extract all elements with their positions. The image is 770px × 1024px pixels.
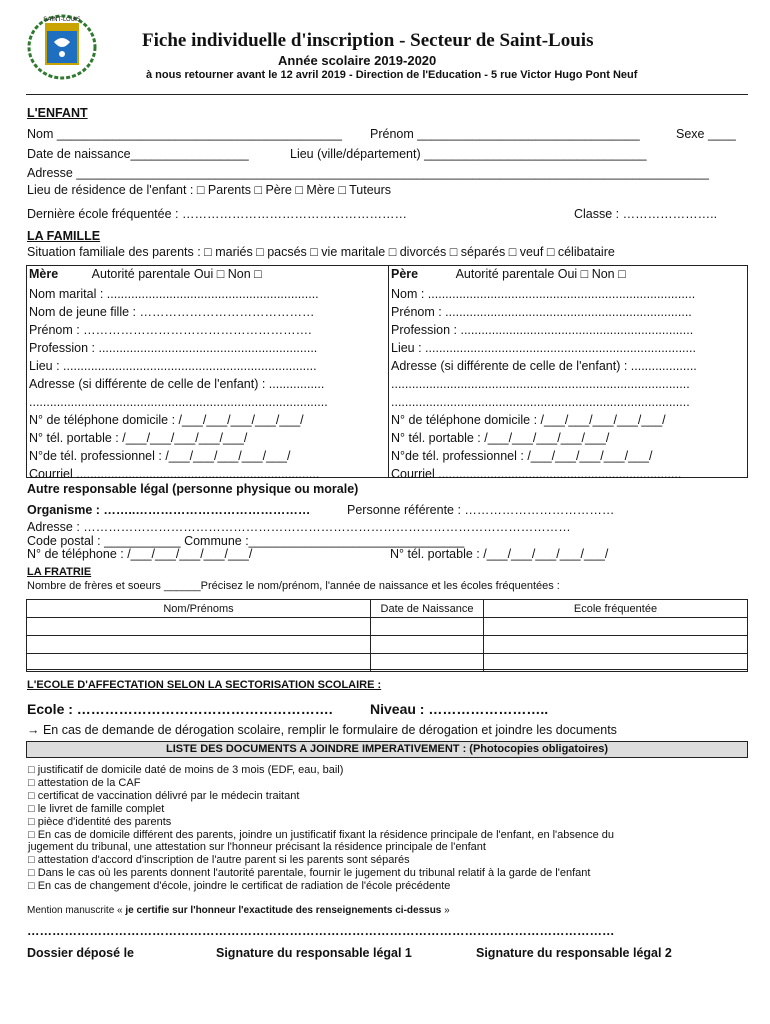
pere-lieu[interactable]: Lieu : ..............................................................................	[391, 341, 696, 355]
mere-label: Mère	[29, 267, 59, 281]
enfant-sexe-field[interactable]: Sexe ____	[676, 127, 736, 141]
document-item-accord[interactable]: □ attestation d'accord d'inscription de l'autre parent si les parents sont séparés	[28, 854, 410, 867]
logo-text: SAINT-LOUIS	[43, 16, 81, 23]
autre-referente-field[interactable]: Personne référente : ………………………………	[347, 503, 615, 517]
enfant-heading: L'ENFANT	[27, 106, 88, 120]
affectation-divider	[26, 669, 748, 670]
document-item-livret[interactable]: □ le livret de famille complet	[28, 802, 165, 815]
table-cell[interactable]	[27, 636, 371, 654]
table-cell[interactable]	[371, 618, 484, 636]
table-cell[interactable]	[371, 636, 484, 654]
mere-prenom[interactable]: Prénom : ……………………………………………….	[29, 323, 312, 337]
parents-box	[26, 265, 748, 481]
fratrie-intro[interactable]: Nombre de frères et soeurs ______Précisez le nom/prénom, l'année de naissance et les écoles fréquentées :	[27, 580, 560, 592]
autre-adresse-field[interactable]: Adresse : ………………………………………………………………………………………………………	[27, 520, 571, 534]
pere-tel-domicile[interactable]: N° de téléphone domicile : /___/___/___/___/___/	[391, 413, 666, 427]
pere-tel-pro[interactable]: N°de tél. professionnel : /___/___/___/___/___/	[391, 449, 653, 463]
mere-adresse-cont[interactable]: ......................................................................................	[29, 395, 328, 409]
pere-nom[interactable]: Nom : .............................................................................	[391, 287, 696, 301]
table-cell[interactable]	[484, 636, 748, 654]
mere-nom-jeune-fille[interactable]: Nom de jeune fille : ……………………………………	[29, 305, 315, 319]
fratrie-header-row	[27, 600, 748, 618]
col-nom-prenoms: Nom/Prénoms	[27, 600, 371, 618]
dossier-depose-label: Dossier déposé le	[27, 946, 134, 960]
documents-list	[28, 764, 614, 893]
pere-label: Père	[391, 267, 419, 281]
pere-adresse-cont[interactable]: ......................................................................................	[391, 377, 690, 391]
col-date-naissance: Date de Naissance	[371, 600, 484, 618]
parents-divider	[388, 266, 389, 477]
signature-1-label: Signature du responsable légal 1	[216, 946, 412, 960]
table-row	[27, 618, 748, 636]
enfant-ecole-field[interactable]: Dernière école fréquentée : ………………………………………………	[27, 207, 407, 221]
document-item-caf[interactable]: □ attestation de la CAF	[28, 776, 141, 789]
mention-prefix: Mention manuscrite «	[27, 905, 123, 916]
enfant-prenom-field[interactable]: Prénom ________________________________	[370, 127, 640, 141]
famille-heading: LA FAMILLE	[27, 229, 101, 243]
fratrie-table	[26, 599, 748, 672]
table-row	[27, 636, 748, 654]
mention-suffix: »	[444, 905, 450, 916]
enfant-adresse-field[interactable]: Adresse ___________________________________________________________________________________________	[27, 166, 709, 180]
mention-writing-line[interactable]: ……………………………………………………………………………………………………………………………	[27, 924, 615, 938]
mere-profession[interactable]: Profession : ...............................................................	[29, 341, 318, 355]
document-item-identite[interactable]: □ pièce d'identité des parents	[28, 815, 172, 828]
enfant-birthplace-field[interactable]: Lieu (ville/département) ________________________________	[290, 147, 647, 161]
pere-autorite-options[interactable]: Autorité parentale Oui □ Non □	[455, 267, 626, 281]
document-item-residence[interactable]: □ En cas de domicile différent des parents, joindre un justificatif fixant la résidence principale de l'enfant, en l'absence du	[28, 828, 615, 841]
mere-tel-portable[interactable]: N° tél. portable : /___/___/___/___/___/	[29, 431, 248, 445]
mere-autorite-options[interactable]: Autorité parentale Oui □ Non □	[91, 267, 262, 281]
return-instructions: à nous retourner avant le 12 avril 2019 - Direction de l'Education - 5 rue Victor Hugo Pont Neuf	[146, 69, 638, 81]
signature-2-label: Signature du responsable légal 2	[476, 946, 672, 960]
enfant-residence-options[interactable]: Lieu de résidence de l'enfant : □ Parents □ Père □ Mère □ Tuteurs	[27, 183, 392, 197]
document-item-domicile[interactable]: □ justificatif de domicile daté de moins de 3 mois (EDF, eau, bail)	[28, 764, 344, 776]
table-cell[interactable]	[484, 618, 748, 636]
mere-lieu[interactable]: Lieu : .........................................................................	[29, 359, 317, 373]
school-year: Année scolaire 2019-2020	[278, 53, 437, 68]
autre-organisme-field[interactable]: Organisme : ……..……………………………………	[27, 503, 311, 517]
pere-profession[interactable]: Profession : ...................................................................	[391, 323, 694, 337]
autre-heading: Autre responsable légal (personne physique ou morale)	[27, 482, 359, 496]
mere-courriel[interactable]: Courriel ......................................................................	[29, 467, 320, 481]
saint-louis-logo	[26, 10, 98, 80]
affectation-niveau-field[interactable]: Niveau : ……………………..	[370, 701, 549, 717]
pere-tel-portable[interactable]: N° tél. portable : /___/___/___/___/___/	[391, 431, 610, 445]
autre-telephone-field[interactable]: N° de téléphone : /___/___/___/___/___/	[27, 547, 253, 561]
autre-codepostal-field[interactable]: Code postal : ___________ Commune :_______________________________	[27, 534, 465, 548]
header-divider	[26, 94, 748, 95]
enfant-nom-field[interactable]: Nom _________________________________________	[27, 127, 342, 141]
document-item-residence-cont: jugement du tribunal, une attestation sur l'honneur précisant la résidence principale de l'enfant	[28, 841, 486, 854]
mere-nom-marital[interactable]: Nom marital : .............................................................	[29, 287, 319, 301]
mention-line	[27, 905, 450, 916]
derogation-note: → En cas de demande de dérogation scolaire, remplir le formulaire de dérogation et joindre les documents	[27, 723, 617, 737]
famille-situation-options[interactable]: Situation familiale des parents : □ mariés □ pacsés □ vie maritale □ divorcés □ séparés □ veuf □ célibataire	[27, 245, 615, 259]
fratrie-heading: LA FRATRIE	[27, 566, 92, 578]
affectation-ecole-field[interactable]: Ecole : ……………………………………………….	[27, 701, 333, 717]
autre-portable-field[interactable]: N° tél. portable : /___/___/___/___/___/	[390, 547, 609, 561]
enfant-birthdate-field[interactable]: Date de naissance_________________	[27, 147, 249, 161]
enfant-classe-field[interactable]: Classe : …………………..	[574, 207, 718, 221]
mere-fields	[29, 285, 385, 483]
document-item-radiation[interactable]: □ En cas de changement d'école, joindre le certificat de radiation de l'école précédente	[28, 880, 451, 893]
document-item-jugement[interactable]: □ Dans le cas où les parents donnent l'autorité parentale, fournir le jugement du tribunal relatif à la garde de l'enfant	[28, 867, 591, 880]
table-cell[interactable]	[27, 618, 371, 636]
pere-courriel[interactable]: Courriel ......................................................................	[391, 467, 682, 481]
pere-fields	[391, 285, 746, 483]
documents-heading: LISTE DES DOCUMENTS A JOINDRE IMPERATIVEMENT : (Photocopies obligatoires)	[26, 741, 748, 758]
col-ecole-frequentee: Ecole fréquentée	[484, 600, 748, 618]
pere-adresse-cont2[interactable]: ......................................................................................	[391, 395, 690, 409]
mention-text: je certifie sur l'honneur l'exactitude des renseignements ci-dessus	[125, 905, 442, 916]
mere-tel-pro[interactable]: N°de tél. professionnel : /___/___/___/___/___/	[29, 449, 291, 463]
document-item-vaccination[interactable]: □ certificat de vaccination délivré par le médecin traitant	[28, 789, 300, 802]
affectation-heading: L'ECOLE D'AFFECTATION SELON LA SECTORISATION SCOLAIRE :	[27, 679, 382, 691]
pere-prenom[interactable]: Prénom : .......................................................................	[391, 305, 692, 319]
mere-tel-domicile[interactable]: N° de téléphone domicile : /___/___/___/___/___/	[29, 413, 304, 427]
mere-adresse[interactable]: Adresse (si différente de celle de l'enfant) : ................	[29, 377, 325, 391]
pere-adresse[interactable]: Adresse (si différente de celle de l'enfant) : ...................	[391, 359, 697, 373]
page-title: Fiche individuelle d'inscription - Secteur de Saint-Louis	[142, 30, 594, 51]
